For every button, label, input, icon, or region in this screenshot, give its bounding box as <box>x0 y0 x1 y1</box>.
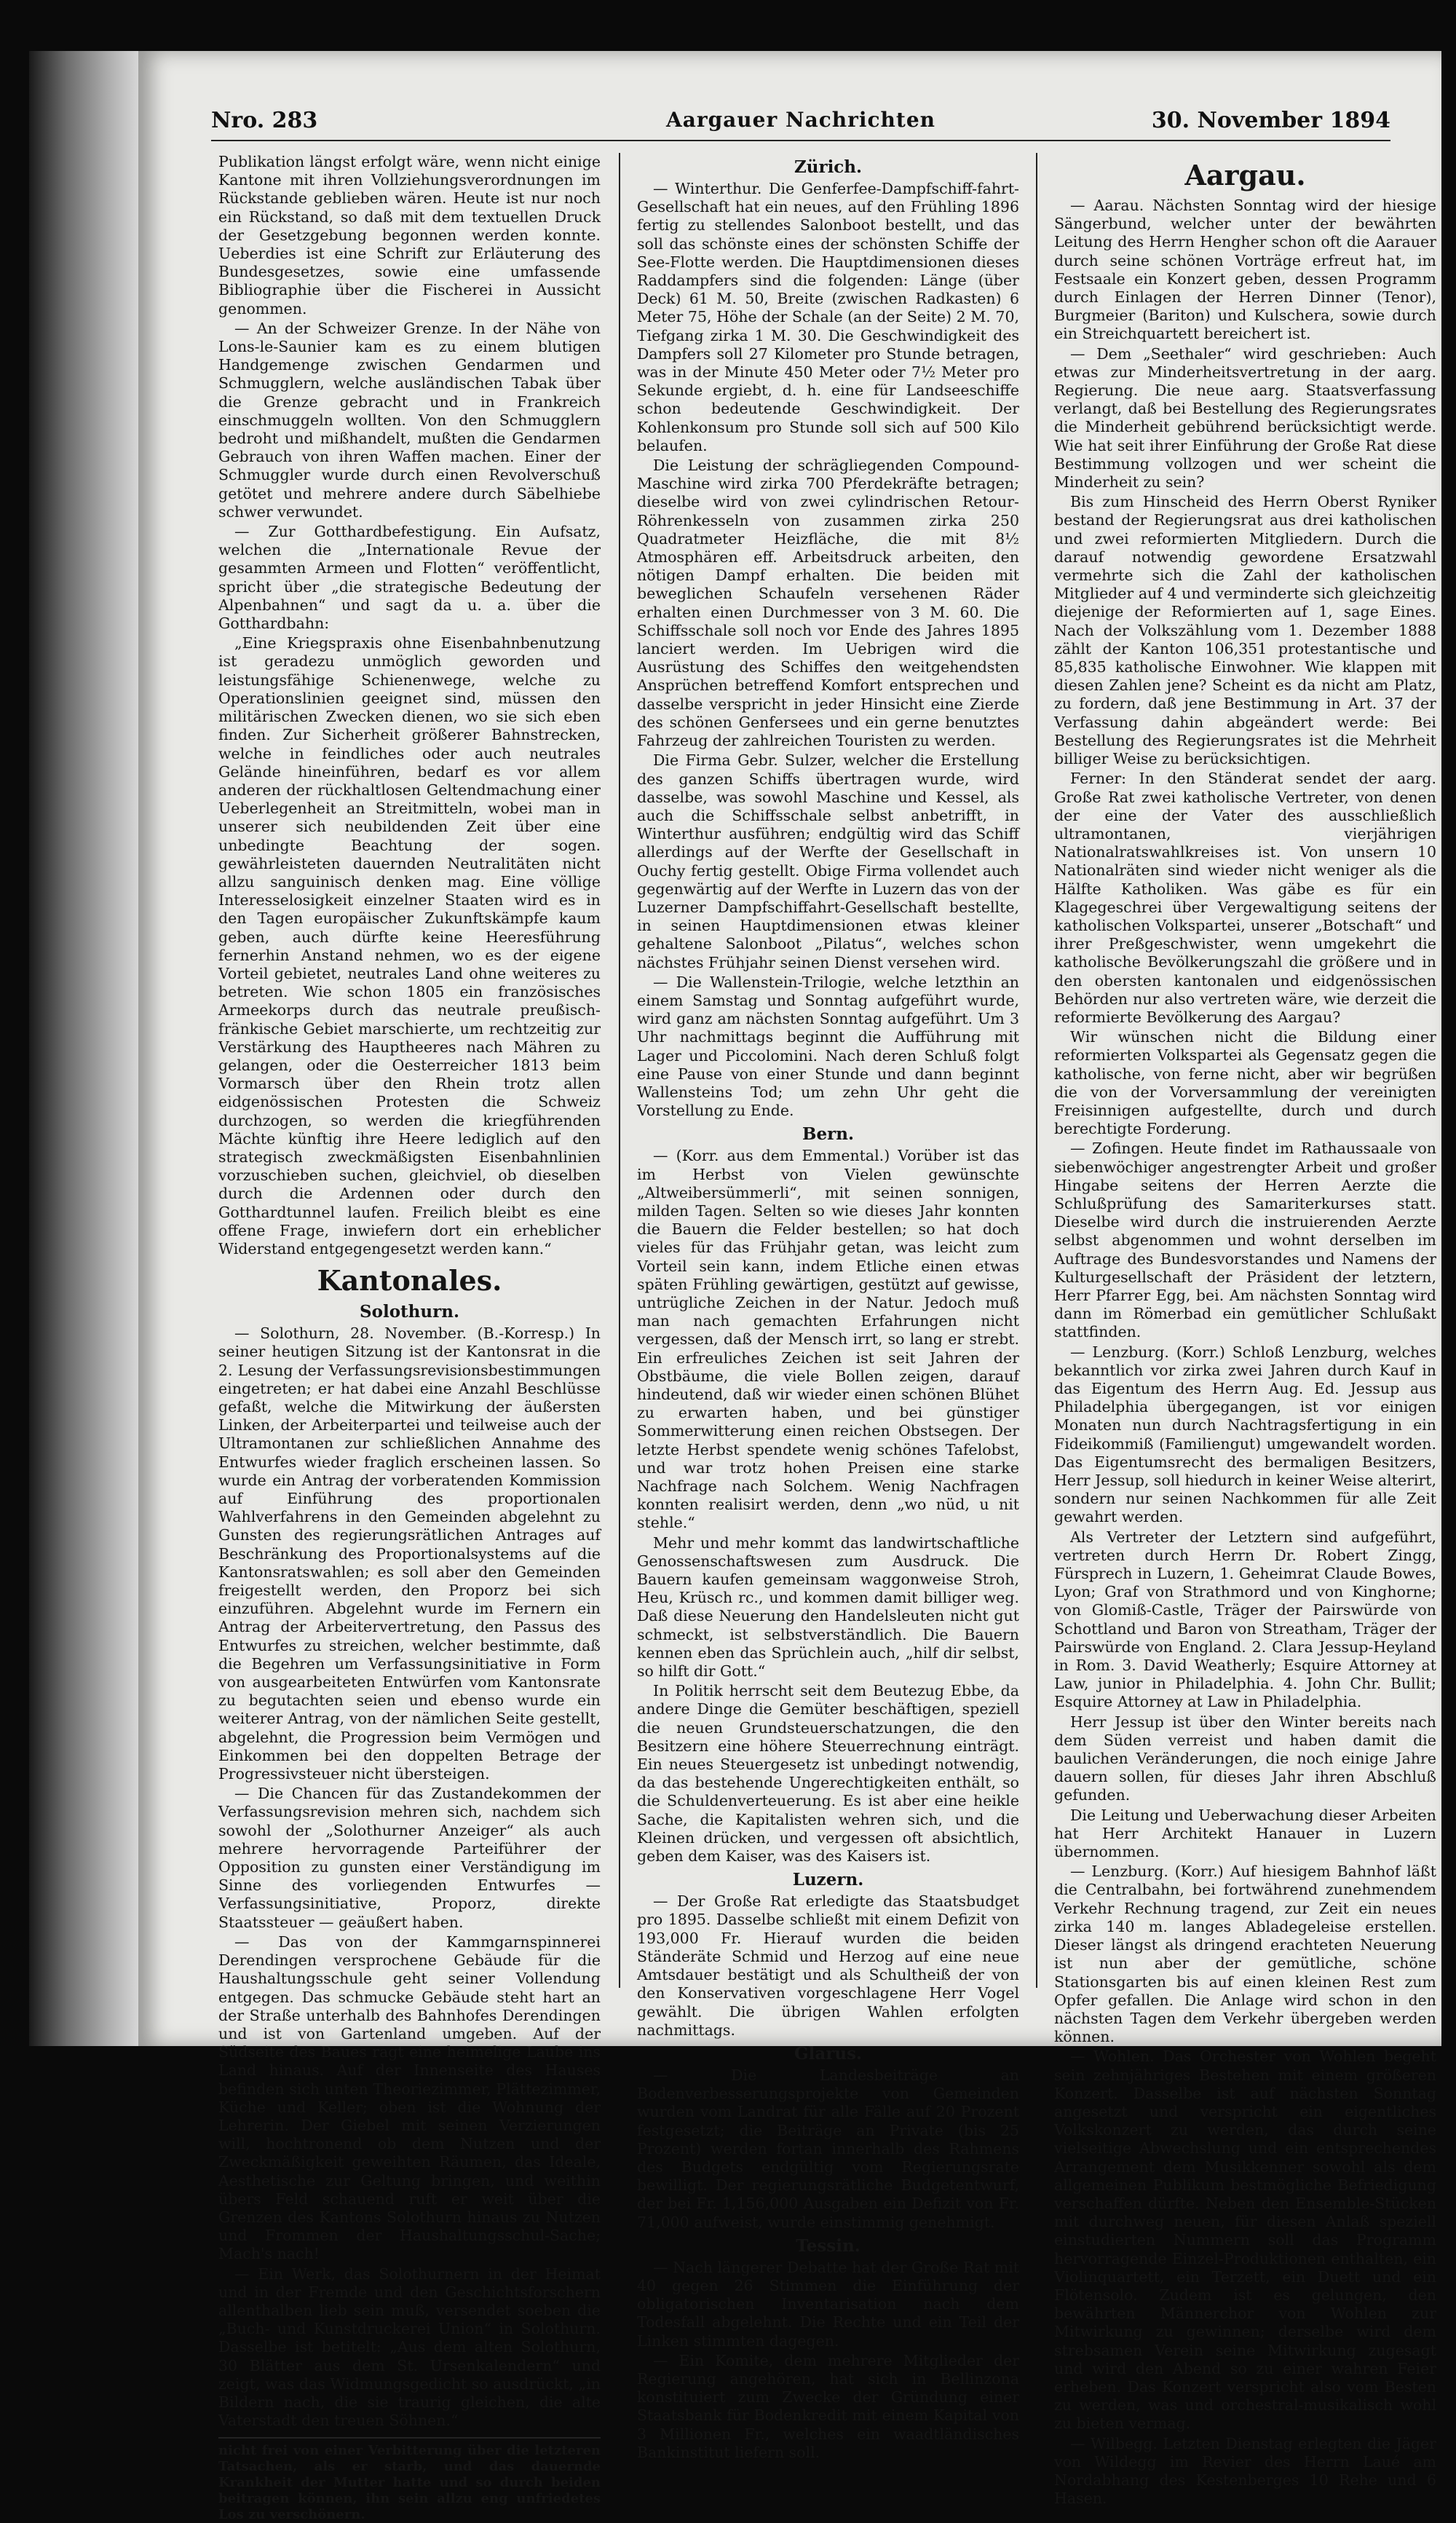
article-paragraph: — Dem „Seethaler“ wird geschrieben: Auch etwas zur Minderheitsvertretung in der aarg. Regierung. Die neue aarg. Staatsverfassung verlangt, daß bei Bestellung des Regierungsrates die Minderheit gebührend berücksichtigt werde. Wie hat seit ihrer Einführung der Große Rat diese Bestimmung vollzogen und wer scheint die Minderheit zu sein? <box>1054 344 1436 491</box>
subsection-heading: Luzern. <box>792 1870 864 1890</box>
article-paragraph: — Ein Werk, das Solothurnern in der Heimat und in der Fremde und den Geschichtsforschern allenthalben lieb sein muß, versendet soeben die „Buch- und Kunstdruckerei Union“ in Solothurn. Dasselbe ist betitelt: „Aus dem alten Solothurn, 30 Blätter aus dem St. Ursenkalendern“ und zeigt, was das Widmungsgedicht so ausdrückt, „in Bildern nach, die sie traurig gleichen, die alte Vaterstadt den treuen Söhnen.“ <box>218 2265 601 2430</box>
article-paragraph: — Die Landesbeiträge an Bodenverbesserungsprojekte von Gemeinden wurden vom Landrat für alle Fälle auf 20 Prozent festgesetzt; die Beiträge an Private (bis 25 Prozent) werden fortan innerhalb des Rahmens des Budgets endgültig vom Regierungsrate bewilligt. Der regierungsrätliche Budgetentwurf, der bei Fr. 1,156,000 Ausgaben ein Defizit von Fr. 71,000 aufweist, wurde einstimmig genehmigt. <box>637 2066 1019 2231</box>
article-paragraph: Ferner: In den Ständerat sendet der aarg. Große Rat zwei katholische Vertreter, von denen der eine der Vater des ausschließlich ultramontanen, vierjährigen Nationalratswahlkreises ist. Von unsern 10 Nationalräten sind wieder nicht weniger als die Hälfte Katholiken. Was gäbe es für ein Klagegeschrei über Vergewaltigung seitens der katholischen Volkspartei, unserer „Botschaft“ und ihrer Preßgeschwister, wenn umgekehrt die katholische Bevölkerungszahl die größere und in den obersten kantonalen und eidgenössischen Behörden nur also vertreten wäre, wie derzeit die reformierte Bevölkerung des Aargau? <box>1054 770 1436 1026</box>
column-3 <box>1054 153 1436 2508</box>
article-paragraph: „Eine Kriegspraxis ohne Eisenbahnbenutzung ist geradezu unmöglich geworden und leistungsfähige Schienenwege, welche zu Operationslinien geeignet sind, müssen den militärischen Zwecken dienen, wo sie sich eben finden. Zur Sicherheit größerer Bahnstrecken, welche in feindliches oder auch neutrales Gelände hineinführen, bedarf es vor allem anderen der rückhaltlosen Geltendmachung einer Ueberlegenheit an Streitmitteln, wobei man in unserer sich neubildenden Zeit über eine unbedingte Beachtung der sogen. gewährleisteten dauernden Neutralitäten nicht allzu sanguinisch denken mag. Eine völlige Interesselosigkeit einzelner Staaten wird es in den Tagen europäischer Zukunftskämpfe kaum geben, auch dürfte keine Heeresführung fernerhin Anstand nehmen, wo es der eigene Vorteil gebietet, neutrales Land ohne weiteres zu betreten. Wie schon 1805 ein französisches Armeekorps durch das neutrale preußisch-fränkische Gebiet marschierte, um rechtzeitig zur Verstärkung des Hauptheeres nach Mähren zu gelangen, oder die Oesterreicher 1813 beim Vormarsch über den Rhein trotz allen eidgenössischen Protesten die Schweiz durchzogen, so werden die kriegführenden Mächte künftig ihre Heere lediglich auf den strategisch zweckmäßigsten Eisenbahnlinien vorzuschieben suchen, gleichviel, ob dieselben durch die Ardennen oder durch den Gotthardtunnel laufen. Freilich bleibt es eine offene Frage, inwiefern dort ein erheblicher Widerstand entgegengesetzt werden kann.“ <box>218 634 601 1257</box>
article-paragraph: — Die Chancen für das Zustandekommen der Verfassungsrevision mehren sich, nachdem sich sowohl der „Solothurner Anzeiger“ als auch mehrere hervorragende Parteiführer der Opposition zu gunsten einer Verständigung im Sinne des vorliegenden Entwurfes — Verfassungsinitiative, Proporz, direkte Staatssteuer — geäußert haben. <box>218 1785 601 1931</box>
feuilleton-rule <box>218 2437 601 2439</box>
article-paragraph: — An der Schweizer Grenze. In der Nähe von Lons-le-Saunier kam es zu einem blutigen Handgemenge zwischen Gendarmen und Schmugglern, welche ausländischen Tabak über die Grenze gebracht und in Frankreich einschmuggeln wollten. Von den Schmugglern bedroht und mißhandelt, mußten die Gendarmen Gebrauch von ihren Waffen machen. Einer der Schmuggler wurde durch einen Revolverschuß getötet und mehrere andere durch Säbelhiebe schwer verwundet. <box>218 319 601 521</box>
article-paragraph: Wir wünschen nicht die Bildung einer reformierten Volkspartei als Gegensatz gegen die katholische, von ferne nicht, aber wir begrüßen die von der Vorversammlung der vereinigten Freisinnigen aufgestellte, durch und durch berechtigte Forderung. <box>1054 1028 1436 1138</box>
column-rule <box>1036 153 1037 1988</box>
newspaper-title: Aargauer Nachrichten <box>665 108 936 132</box>
subsection-heading: Glarus. <box>794 2043 863 2064</box>
subsection-heading: Solothurn. <box>360 1302 459 1322</box>
article-paragraph: — (Korr. aus dem Emmental.) Vorüber ist das im Herbst von Vielen gewünschte „Altweibersümmerli“, mit seinen sonnigen, milden Tagen. Selten so wie dieses Jahr konnten die Bauern die Felder bestellen; so hat doch vieles für das Frühjahr getan, was leicht zum Vorteil sein kann, indem Etliche einen etwas späten Frühling gewärtigen, gestützt auf gewisse, untrügliche Zeichen in der Natur. Jedoch muß man nach gemachten Erfahrungen nicht vergessen, daß der Mensch irrt, so lang er strebt. Ein erfreuliches Zeichen ist seit Jahren der Obstbäume, die viele Bollen zeigen, darauf hindeutend, daß wir wieder einen schönen Blühet zu erwarten haben, und bei günstiger Sommerwitterung einen reichen Obstsegen. Der letzte Herbst spendete wenig schönes Tafelobst, und war trotz hohen Preisen eine starke Nachfrage nach Solchem. Wenig Nachfragen konnten realisirt werden, denn „wo nüd, u nit stehle.“ <box>637 1147 1019 1532</box>
article-paragraph: In Politik herrscht seit dem Beutezug Ebbe, da andere Dinge die Gemüter beschäftigen, speziell die neuen Grundsteuerschatzungen, die den Besitzern eine höhere Steuerrechnung einträgt. Ein neues Steuergesetz ist unbedingt notwendig, da das bestehende Ungerechtigkeiten enthält, so die Schuldenverteuerung. Es ist aber eine heikle Sache, die Kapitalisten wehren sich, und die Kleinen drücken, und vergessen oft absichtlich, geben dem Kaiser, was des Kaisers ist. <box>637 1682 1019 1865</box>
section-heading: Kantonales. <box>317 1264 502 1298</box>
column-2 <box>637 153 1019 2461</box>
column-1 <box>218 153 601 2523</box>
article-paragraph: — Winterthur. Die Genferfee-Dampfschiff-fahrt-Gesellschaft hat ein neues, auf den Frühling 1896 fertig zu stellendes Salonboot bestellt, und das soll das schönste eines der schönsten Schiffe der See-Flotte werden. Die Hauptdimensionen dieses Raddampfers sind die folgenden: Länge (über Deck) 61 M. 50, Breite (zwischen Radkasten) 6 Meter 75, Höhe der Schale (an der Seite) 2 M. 70, Tiefgang zirka 1 M. 30. Die Geschwindigkeit des Dampfers soll 27 Kilometer pro Stunde betragen, was in der Minute 450 Meter oder 7½ Meter pro Sekunde ergiebt, d. h. eine für Landseeschiffe schon bedeutende Geschwindigkeit. Der Kohlenkonsum pro Stunde soll sich auf 500 Kilo belaufen. <box>637 180 1019 454</box>
article-paragraph: Bis zum Hinscheid des Herrn Oberst Ryniker bestand der Regierungsrat aus drei katholischen und zwei reformierten Mitgliedern. Durch die darauf notwendig gewordene Ersatzwahl vermehrte sich die Zahl der katholischen Mitglieder auf 4 und verminderte sich gleichzeitig diejenige der Reformierten auf 1, sage Eines. Nach der Volkszählung vom 1. Dezember 1888 zählt der Kanton 106,351 protestantische und 85,835 katholische Einwohner. Wie klappen mit diesen Zahlen jene? Scheint es da nicht am Platz, zu fordern, daß jene Bestimmung in Art. 37 der Verfassung dahin abgeändert werde: Bei Bestellung des Regierungsrates ist die Mehrheit billiger Weise zu berücksichtigen. <box>1054 493 1436 768</box>
article-paragraph: — Lenzburg. (Korr.) Schloß Lenzburg, welches bekanntlich vor zirka zwei Jahren durch Kauf in das Eigentum des Herrn Aug. Ed. Jessup aus Philadelphia übergegangen, ist vor einigen Monaten nun durch Nachtragsfertigung in ein Fideikommiß (Familiengut) umgewandelt worden. Das Eigentumsrecht des bermaligen Besitzers, Herr Jessup, soll hiedurch in keiner Weise alterirt, sondern nur seinen Nachkommen für alle Zeit gewahrt werden. <box>1054 1343 1436 1526</box>
article-paragraph: — Solothurn, 28. November. (B.-Korresp.) In seiner heutigen Sitzung ist der Kantonsrat in die 2. Lesung der Verfassungsrevisionsbestimmungen eingetreten; er hat dabei eine Anzahl Beschlüsse gefaßt, welche die Mitwirkung der äußersten Linken, der Arbeiterpartei und teilweise auch der Ultramontanen zur schließlichen Annahme des Entwurfes wieder fraglich erscheinen lassen. So wurde ein Antrag der vorberatenden Kommission auf Einführung des proportionalen Wahlverfahrens in den Gemeinden abgelehnt zu Gunsten des regierungsrätlichen Antrages auf Beschränkung des Proportionalsystems auf die Kantonsratswahlen; es soll aber den Gemeinden freigestellt werden, den Proporz bei sich einzuführen. Abgelehnt wurde im Fernern ein Antrag der Arbeitervertretung, den Passus des Entwurfes zu streichen, welcher bestimmte, daß die Begehren um Verfassungsinitiative in Form von ausgearbeiteten Entwürfen vom Kantonsrate zu begutachten seien und ebenso wurde ein weiterer Antrag, von der nämlichen Seite gestellt, abgelehnt, die Progression beim Vermögen und Einkommen bei den doppelten Betrage der Progressivsteuer nicht übersteigen. <box>218 1324 601 1783</box>
column-rule <box>619 153 620 1988</box>
article-paragraph: — Wohlen. Das Orchester von Wohlen begeht sein zehnjähriges Bestehen mit einem größeren Konzert. Dasselbe ist auf nächsten Sonntag angesetzt und verspricht ein eigentliches Volkskonzert zu werden, das durch seine vielseitige Abwechslung und ein entsprechendes Arrangement dem Musikkenner sowohl als dem allgemeinen Publikum bestmögliche Befriedigung verschaffen dürfte. Neben den Ensemble-Stücken mit durchweg neuen, für diesen Anlaß speziell einstudierten Nummern soll das Programm hervorragende Einzel-Produktionen enthalten, ein Violinquartett, ein Terzett, ein Duett und ein Flötensolo. Zudem ist es gelungen, den bewährten Männerchor von Wohlen zur Mitwirkung zu gewinnen; derselbe wird dem strebsamen Verein seine Mitwirkung zugesagt und wird den Abend so zu einer wahren Feier erheben. Das Konzert verspricht also vom Besten zu werden, was und orchestral-musikalisch wohl zu bieten vermag. <box>1054 2048 1436 2433</box>
article-paragraph: Mehr und mehr kommt das landwirtschaftliche Genossenschaftswesen zum Ausdruck. Die Bauern kaufen gemeinsam waggonweise Stroh, Heu, Krüsch rc., und kommen damit billiger weg. Daß diese Neuerung den Handelsleuten nicht gut schmeckt, ist selbstverständlich. Die Bauern kennen eben das Sprüchlein auch, „hilf dir selbst, so hilft dir Gott.“ <box>637 1533 1019 1681</box>
issue-date: 30. November 1894 <box>1151 108 1390 133</box>
book-binding <box>29 51 138 2046</box>
newspaper-page <box>138 51 1441 2523</box>
feuilleton-text: nicht frei von einer Verbitterung über die letzteren Tatsachen, als er starb, und das dauernde Krankheit der Mutter hatte und so durch beiden beitragen können, ihn sein allzu eng unfriedetes Los zu verschönern. <box>218 2443 601 2523</box>
article-paragraph: — Ein Komite, dem mehrere Mitglieder der Regierung angehören, hat sich in Bellinzona konstituiert zum Zwecke der Gründung einer Staatsbank für Bodenkredit mit einem Kapital von 3 Millionen Fr., welches ein waadtländisches Bankinstitut liefern soll. <box>637 2351 1019 2461</box>
subsection-heading: Bern. <box>802 1124 854 1145</box>
article-paragraph: — Die Wallenstein-Trilogie, welche letzthin an einem Samstag und Sonntag aufgeführt wurde, wird ganz am nächsten Sonntag aufgeführt. Um 3 Uhr nachmittags beginnt die Aufführung mit Lager und Piccolomini. Nach deren Schluß folgt eine Pause von einer Stunde und dann beginnt Wallensteins Tod; um zehn Uhr geht die Vorstellung zu Ende. <box>637 973 1019 1120</box>
section-heading: Aargau. <box>1184 159 1306 192</box>
article-paragraph: — Wilbegg. Letzten Dienstag erlegten die Jäger von Wildegg im Revier des Herrn Laué am Nordabhang des Kestenberges 10 Rehe und 6 Hasen. <box>1054 2434 1436 2508</box>
article-paragraph: Die Firma Gebr. Sulzer, welcher die Erstellung des ganzen Schiffs übertragen wurde, wird dasselbe, was sowohl Maschine und Kessel, als auch die Schiffsschale selbst anbetrifft, in Winterthur ausführen; endgültig wird das Schiff allerdings auf der Werfte der Gesellschaft in Ouchy fertig gestellt. Obige Firma vollendet auch gegenwärtig auf der Werfte in Luzern das von der Luzerner Dampfschiffahrt-Gesellschaft bestellte, in seinen Hauptdimensionen etwas kleiner gehaltene Salonboot „Pilatus“, welches schon nächstes Frühjahr seinen Dienst versehen wird. <box>637 751 1019 971</box>
article-paragraph: Herr Jessup ist über den Winter bereits nach dem Süden verreist und haben damit die baulichen Veränderungen, die noch einige Jahre dauern sollen, für dieses Jahr ihren Abschluß gefunden. <box>1054 1713 1436 1804</box>
subsection-heading: Tessin. <box>796 2235 860 2256</box>
issue-number: Nro. 283 <box>211 108 318 133</box>
article-paragraph: Die Leistung der schrägliegenden Compound-Maschine wird zirka 700 Pferdekräfte betragen; dieselbe wird von zwei cylindrischen Retour-Röhrenkesseln von zusammen zirka 250 Quadratmeter Heizfläche, die mit 8½ Atmosphären eff. Arbeitsdruck arbeiten, den nötigen Dampf erhalten. Die beiden mit beweglichen Schaufeln versehenen Räder erhalten einen Durchmesser von 3 M. 60. Die Schiffsschale soll noch vor Ende des Jahres 1895 lanciert werden. Im Uebrigen wird die Ausrüstung des Schiffes den weitgehendsten Ansprüchen betreffend Komfort entsprechen und dasselbe verspricht in jeder Hinsicht eine Zierde des schönen Genfersees und ein gerne benutztes Fahrzeug der zahlreichen Touristen zu werden. <box>637 457 1019 750</box>
article-paragraph: — Zur Gotthardbefestigung. Ein Aufsatz, welchen die „Internationale Revue der gesammten Armeen und Flotten“ veröffentlicht, spricht über „die strategische Bedeutung der Alpenbahnen“ und sagt da u. a. über die Gotthardbahn: <box>218 523 601 633</box>
page-header <box>211 103 1390 141</box>
article-paragraph: Die Leitung und Ueberwachung dieser Arbeiten hat Herr Architekt Hanauer in Luzern übernommen. <box>1054 1806 1436 1861</box>
article-paragraph: Als Vertreter der Letztern sind aufgeführt, vertreten durch Herrn Dr. Robert Zingg, Fürsprech in Luzern, 1. Geheimrat Claude Bowes, Lyon; Graf von Strathmord und von Kinghorne; von Glomiß-Castle, Träger der Pairswürde von Schottland und Baron von Streatham, Träger der Pairswürde von England. 2. Clara Jessup-Heyland in Rom. 3. David Weatherly; Esquire Attorney at Law, junior in Philadelphia. 4. John Chr. Bullit; Esquire Attorney at Law in Philadelphia. <box>1054 1528 1436 1711</box>
subsection-heading: Zürich. <box>794 157 863 177</box>
article-paragraph: Publikation längst erfolgt wäre, wenn nicht einige Kantone mit ihren Vollziehungsverordnungen im Rückstande geblieben wären. Heute ist nur noch ein Rückstand, so daß mit dem textuellen Druck der Gesetzgebung begonnen werden konnte. Ueberdies ist eine Schrift zur Erläuterung des Bundesgesetzes, sowie eine umfassende Bibliographie über die Fischerei in Aussicht genommen. <box>218 153 601 317</box>
article-paragraph: — Zofingen. Heute findet im Rathaussaale von siebenwöchiger angestrengter Arbeit und großer Hingabe seitens der Herren Aerzte die Schlußprüfung des Samariterkurses statt. Dieselbe wird durch die instruierenden Aerzte selbst abgenommen und wohnt derselben im Auftrage des Bundesvorstandes und Namens der Kulturgesellschaft der Präsident der letztern, Herr Pfarrer Egg, bei. Am nächsten Sonntag wird dann im Römerbad ein gemütlicher Schlußakt stattfinden. <box>1054 1140 1436 1341</box>
article-paragraph: — Der Große Rat erledigte das Staatsbudget pro 1895. Dasselbe schließt mit einem Defizit von 193,000 Fr. Hierauf wurden die beiden Ständeräte Schmid und Herzog auf eine neue Amtsdauer bestätigt und als Schultheiß der von den Konservativen vorgeschlagene Herr Vogel gewählt. Die übrigen Wahlen erfolgten nachmittags. <box>637 1892 1019 2039</box>
article-paragraph: — Aarau. Nächsten Sonntag wird der hiesige Sängerbund, welcher unter der bewährten Leitung des Herrn Hengher schon oft die Aarauer durch seine schönen Vorträge erfreut hat, im Festsaale ein Konzert geben, dessen Programm durch Einlagen der Herren Dinner (Tenor), Burgmeier (Bariton) und Kulschera, sowie durch ein Streichquartett bereichert ist. <box>1054 197 1436 343</box>
article-paragraph: — Nach längerer Debatte hat der Große Rat mit 40 gegen 26 Stimmen die Einführung der obligatorischen Inventarisation nach dem Todesfall abgelehnt. Die Rechte und ein Teil der Linken stimmten dagegen. <box>637 2258 1019 2350</box>
article-paragraph: — Lenzburg. (Korr.) Auf hiesigem Bahnhof läßt die Centralbahn, bei fortwährend zunehmendem Verkehr Rechnung tragend, zur Zeit ein neues zirka 140 m. langes Abladegeleise erstellen. Dieser längst als dringend erachteten Neuerung ist nun aber der gemütliche, schöne Stationsgarten bis auf einen kleinen Rest zum Opfer gefallen. Die Anlage wird schon in den nächsten Tagen dem Verkehr übergeben werden können. <box>1054 1863 1436 2046</box>
article-paragraph: — Das von der Kammgarnspinnerei Derendingen versprochene Gebäude für die Haushaltungsschule geht seiner Vollendung entgegen. Das schmucke Gebäude steht hart an der Straße unterhalb des Bahnhofes Derendingen und ist von Gartenland umgeben. Auf der Südseite des Baues ragt eine heimelige Laube ins Land hinaus. Auf der Innenseite des Hauses befinden sich unten Theoriezimmer, Plättezimmer, Küche und Keller; oben ist die Wohnung der Lehrerin. Der Giebel mit seinen Verzierungen will, hochtronend ob dem Nutzen und der Zweckmäßigkeit geweihten Räumen, das Ideale, Aesthetische zur Geltung bringen, und weithin übers Feld schauend ruft er weit über die Grenzen des Kantons Solothurn hinaus zu Nutzen und Frommen der Haushaltungsschul-Sache; Mach's nach! <box>218 1932 601 2263</box>
